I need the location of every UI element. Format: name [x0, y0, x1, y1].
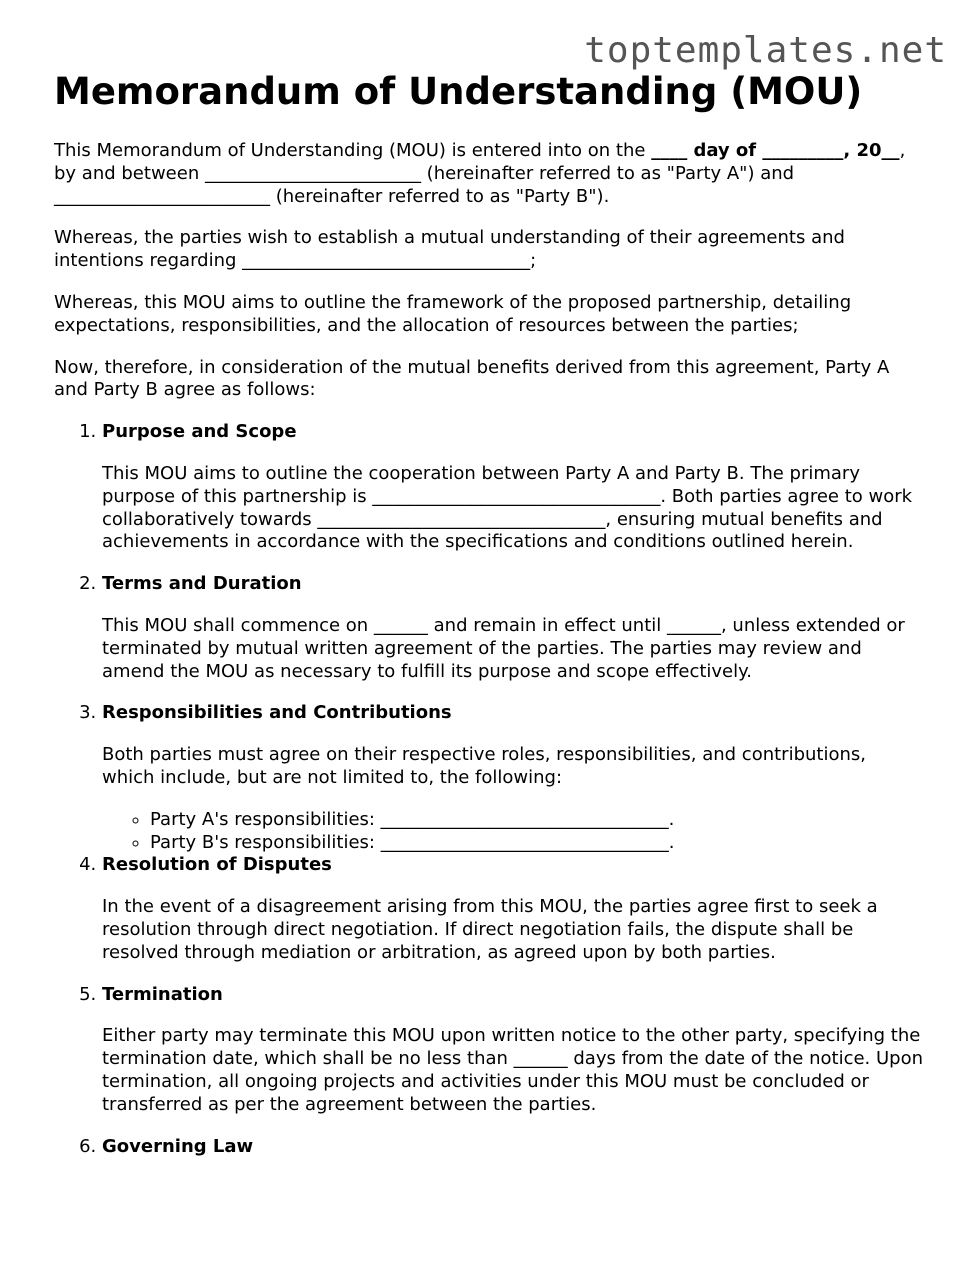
section-title: 5. Termination — [102, 983, 223, 1005]
now-therefore-paragraph: Now, therefore, in consideration of the mutual benefits derived from this agreement, Party A and Party B agree as follows: — [54, 356, 890, 401]
section-title: 1. Purpose and Scope — [102, 421, 297, 443]
intro-text-c: , by and between ________________________ (hereinafter referred to as "Party A") and ________________________ (hereinafter referred to as "Party B"). — [54, 140, 906, 207]
section-terms-duration — [102, 573, 924, 683]
sections-list — [54, 421, 924, 1158]
section-title: 4. Resolution of Disputes — [102, 854, 332, 876]
whereas-paragraph-1: Whereas, the parties wish to establish a mutual understanding of their agreements and intentions regarding ________________________________; — [54, 227, 845, 272]
list-item-party-b: ◦ Party B's responsibilities: ________________________________. — [150, 832, 924, 855]
intro-date-blanks: ____ day of _________, 20__ — [651, 140, 900, 161]
section-governing-law — [102, 1136, 924, 1159]
intro-text-a: This Memorandum of Understanding (MOU) is entered into on the — [54, 140, 652, 161]
section-termination — [102, 984, 924, 1117]
document-page — [54, 68, 924, 1177]
section-purpose-scope — [102, 421, 924, 554]
list-item-party-a: ◦ Party A's responsibilities: ________________________________. — [150, 809, 924, 832]
whereas-paragraph-2: Whereas, this MOU aims to outline the framework of the proposed partnership, detailing expectations, responsibilities, and the allocation of resources between the parties; — [54, 291, 852, 336]
section-body: Both parties must agree on their respective roles, responsibilities, and contributions, which include, but are not limited to, the following: — [102, 744, 866, 788]
section-responsibilities — [102, 702, 924, 854]
section-dispute-resolution — [102, 854, 924, 964]
responsibilities-list — [102, 809, 924, 855]
intro-paragraph — [54, 140, 924, 208]
section-body: This MOU aims to outline the cooperation between Party A and Party B. The primary purpose of this partnership is ________________________________. Both parties agree to work collaboratively towards ________________________________, ensuring mutual benefits and achievements in accordance with the specifications and conditions outlined herein. — [102, 462, 913, 553]
section-title: 6. Governing Law — [102, 1135, 254, 1157]
section-title: 2. Terms and Duration — [102, 573, 302, 595]
section-body: In the event of a disagreement arising from this MOU, the parties agree first to seek a resolution through direct negotiation. If direct negotiation fails, the dispute shall be resolved through mediation or arbitration, as agreed upon by both parties. — [102, 896, 878, 963]
section-body: Either party may terminate this MOU upon written notice to the other party, specifying the termination date, which shall be no less than ______ days from the date of the notice. Upon termination, all ongoing projects and activities under this MOU must be concluded or transferred as per the agreement between the parties. — [102, 1025, 924, 1115]
section-title: 3. Responsibilities and Contributions — [102, 702, 452, 724]
watermark: toptemplates.net — [584, 30, 947, 71]
document-title: Memorandum of Understanding (MOU) — [54, 70, 863, 113]
section-body: This MOU shall commence on ______ and remain in effect until ______, unless extended or terminated by mutual written agreement of the parties. The parties may review and amend the MOU as necessary to fulfill its purpose and scope effectively. — [102, 614, 905, 682]
